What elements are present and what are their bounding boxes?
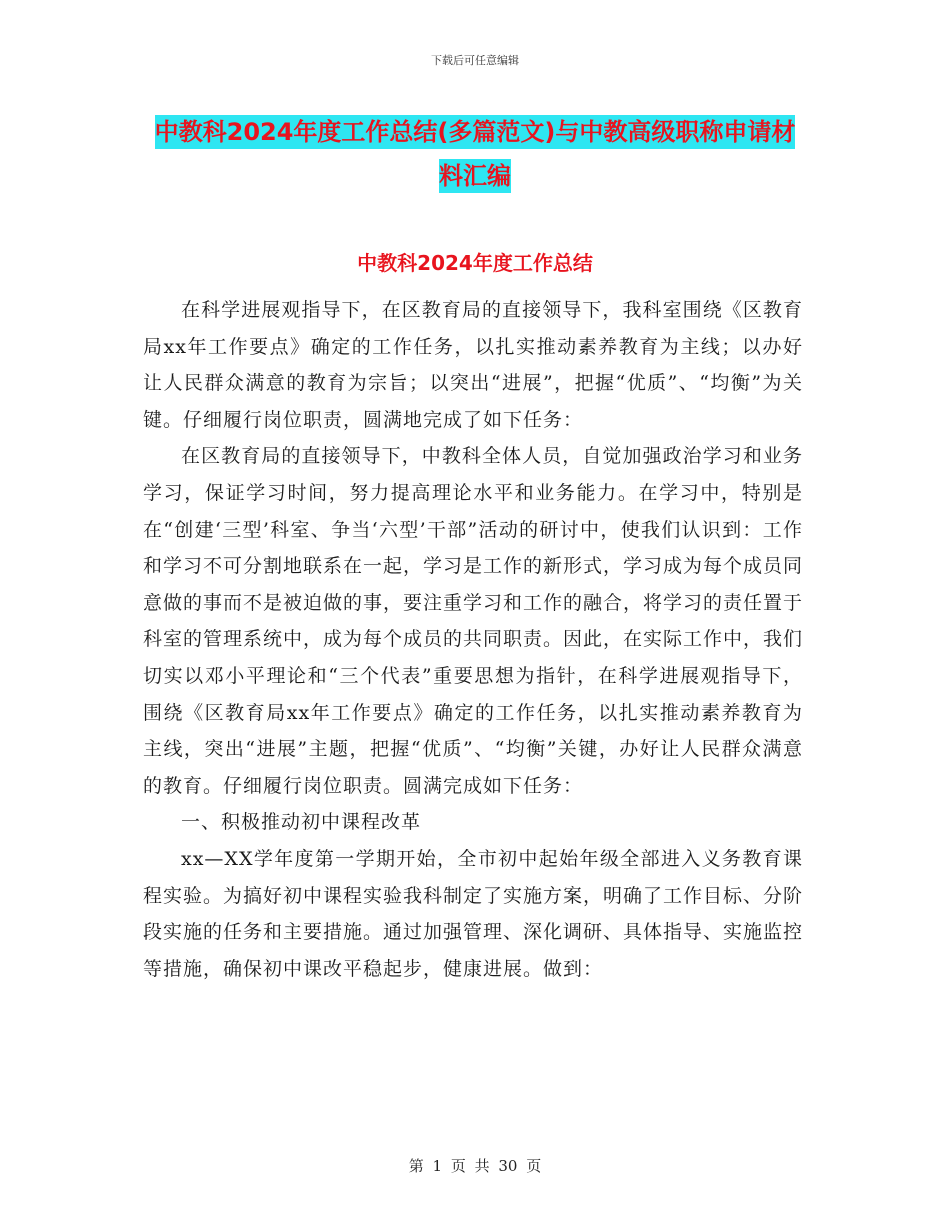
section-title: 中教科2024年度工作总结: [357, 251, 593, 275]
body-text: [143, 292, 803, 987]
paragraph: 在区教育局的直接领导下，中教科全体人员，自觉加强政治学习和业务学习，保证学习时间，努力提高理论水平和业务能力。在学习中，特别是在“创建‘三型’科室、争当‘六型’干部”活动的研讨中，使我们认识到：工作和学习不可分割地联系在一起，学习是工作的新形式，学习成为每个成员同意做的事而不是被迫做的事，要注重学习和工作的融合，将学习的责任置于科室的管理系统中，成为每个成员的共同职责。因此，在实际工作中，我们切实以邓小平理论和“三个代表”重要思想为指针，在科学进展观指导下，围绕《区教育局xx年工作要点》确定的工作任务，以扎实推动素养教育为主线，突出“进展”主题，把握“优质”、“均衡”关键，办好让人民群众满意的教育。仔细履行岗位职责。圆满完成如下任务：: [143, 445, 804, 797]
paragraph: xx—XX学年度第一学期开始，全市初中起始年级全部进入义务教育课程实验。为搞好初中课程实验我科制定了实施方案，明确了工作目标、分阶段实施的任务和主要措施。通过加强管理、深化调研、具体指导、实施监控等措施，确保初中课改平稳起步，健康进展。做到：: [143, 847, 804, 980]
page-header-note: 下载后可任意编辑: [431, 54, 519, 67]
paragraph-heading: 一、积极推动初中课程改革: [181, 811, 422, 834]
document-title-text: 中教科2024年度工作总结(多篇范文)与中教高级职称申请材料汇编: [155, 115, 796, 193]
paragraph: 在科学进展观指导下，在区教育局的直接领导下，我科室围绕《区教育局xx年工作要点》确定的工作任务，以扎实推动素养教育为主线；以办好让人民群众满意的教育为宗旨；以突出“进展”，把握“优质”、“均衡”为关键。仔细履行岗位职责，圆满地完成了如下任务：: [143, 299, 803, 431]
document-title: [145, 110, 805, 198]
page-number: 第 1 页 共 30 页: [408, 1157, 542, 1175]
